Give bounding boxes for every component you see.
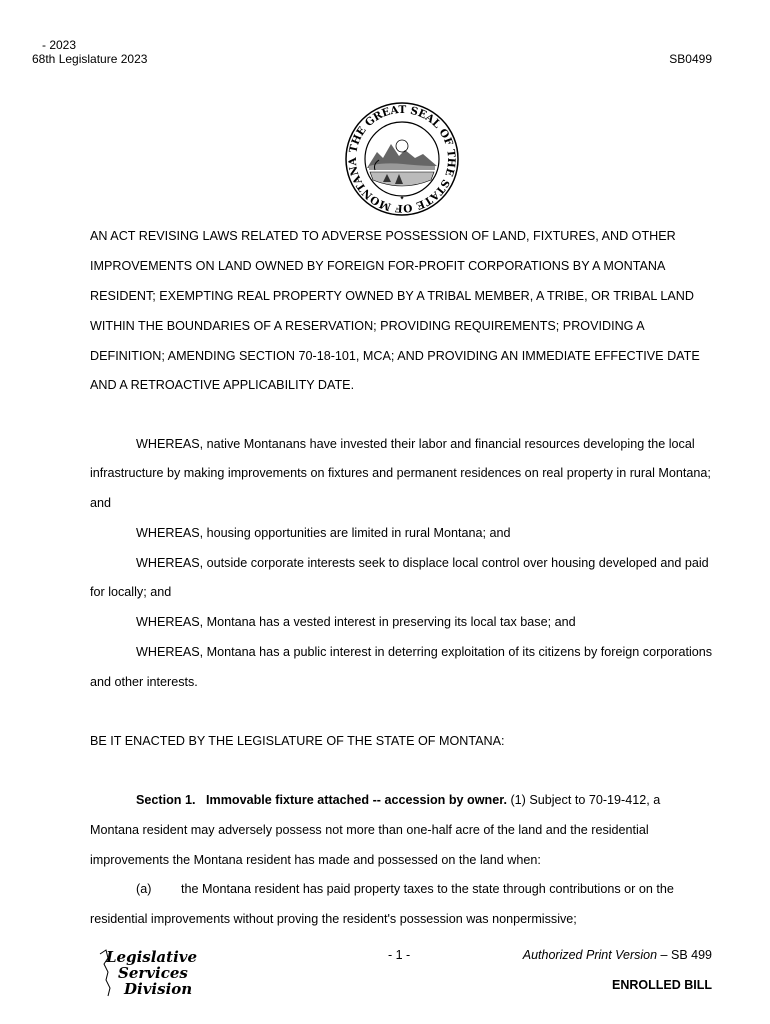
section-1-heading: Immovable fixture attached -- accession by owner. bbox=[206, 793, 507, 807]
logo-line-division: Division bbox=[124, 980, 193, 998]
whereas-1-line-2: infrastructure by making improvements on fixtures and permanent residences on real property in rural Montana; bbox=[90, 466, 711, 480]
section-1-line-3: improvements the Montana resident has made and possessed on the land when: bbox=[90, 853, 541, 867]
section-1-line-2: Montana resident may adversely possess not more than one-half acre of the land and the residential bbox=[90, 823, 649, 837]
section-1-item-a-label: (a) bbox=[136, 882, 152, 896]
section-1-line-1 bbox=[136, 792, 660, 808]
section-1-item-a-text: the Montana resident has paid property taxes to the state through contributions or on the bbox=[181, 882, 674, 896]
header-legislature: 68th Legislature 2023 bbox=[32, 52, 148, 66]
header-bill-id: SB0499 bbox=[669, 52, 712, 66]
section-1-line-1-rest: (1) Subject to 70-19-412, a bbox=[506, 793, 661, 807]
seal-ring-text: THE GREAT SEAL OF THE STATE OF MONTANA bbox=[346, 103, 458, 215]
title-line-2: IMPROVEMENTS ON LAND OWNED BY FOREIGN FOR-PROFIT CORPORATIONS BY A MONTANA bbox=[90, 259, 666, 273]
title-line-4: WITHIN THE BOUNDARIES OF A RESERVATION; PROVIDING REQUIREMENTS; PROVIDING A bbox=[90, 319, 645, 333]
enacting-clause: BE IT ENACTED BY THE LEGISLATURE OF THE STATE OF MONTANA: bbox=[90, 734, 505, 748]
whereas-4: WHEREAS, Montana has a vested interest in preserving its local tax base; and bbox=[136, 615, 576, 629]
header-year-line: - 2023 bbox=[42, 38, 77, 52]
state-seal-icon bbox=[343, 100, 461, 218]
authorized-bill-number: SB 499 bbox=[667, 948, 712, 962]
title-line-6: AND A RETROACTIVE APPLICABILITY DATE. bbox=[90, 378, 355, 392]
svg-text:✦: ✦ bbox=[399, 196, 405, 202]
title-line-5: DEFINITION; AMENDING SECTION 70-18-101, MCA; AND PROVIDING AN IMMEDIATE EFFECTIVE DATE bbox=[90, 349, 700, 363]
logo-line-services: Services bbox=[118, 964, 188, 982]
section-1-item-a-line-2: residential improvements without proving the resident's possession was nonpermissive; bbox=[90, 912, 577, 926]
title-line-3: RESIDENT; EXEMPTING REAL PROPERTY OWNED BY A TRIBAL MEMBER, A TRIBE, OR TRIBAL LAND bbox=[90, 289, 694, 303]
whereas-1-line-1: WHEREAS, native Montanans have invested their labor and financial resources developing the local bbox=[136, 437, 695, 451]
title-line-1: AN ACT REVISING LAWS RELATED TO ADVERSE POSSESSION OF LAND, FIXTURES, AND OTHER bbox=[90, 229, 676, 243]
whereas-5-line-1: WHEREAS, Montana has a public interest in deterring exploitation of its citizens by foreign corporations bbox=[136, 645, 713, 659]
whereas-3-line-2: for locally; and bbox=[90, 585, 172, 599]
enrolled-bill-label: ENROLLED BILL bbox=[612, 978, 712, 992]
page-number: - 1 - bbox=[388, 948, 411, 962]
authorized-label: Authorized Print Version – bbox=[522, 948, 668, 962]
whereas-3-line-1: WHEREAS, outside corporate interests seek to displace local control over housing developed and paid bbox=[136, 556, 709, 570]
authorized-print-version bbox=[523, 948, 712, 962]
whereas-1-line-3: and bbox=[90, 496, 112, 510]
logo-line-legislative: Legislative bbox=[106, 948, 198, 966]
section-1-label: Section 1. bbox=[136, 793, 196, 807]
whereas-5-line-2: and other interests. bbox=[90, 675, 198, 689]
whereas-2: WHEREAS, housing opportunities are limited in rural Montana; and bbox=[136, 526, 511, 540]
legislative-services-division-logo bbox=[96, 948, 196, 1002]
